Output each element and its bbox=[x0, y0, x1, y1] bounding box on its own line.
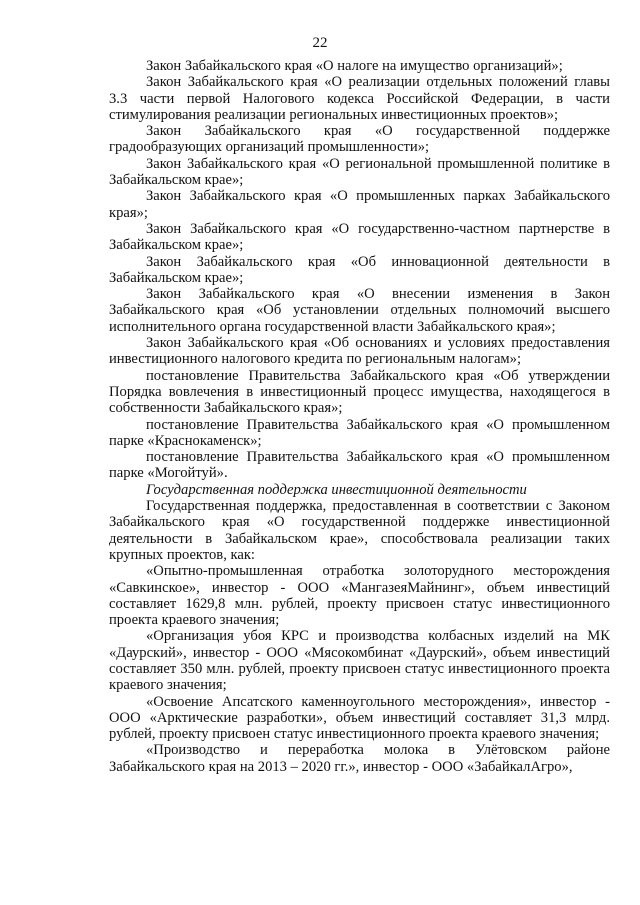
legal-act-item: постановление Правительства Забайкальского края «О промышленном парке «Могойтуй». bbox=[109, 449, 610, 482]
legal-act-item: Закон Забайкальского края «О налоге на имущество организаций»; bbox=[146, 58, 563, 74]
project-item: «Опытно-промышленная отработка золоторудного месторождения «Савкинское», инвестор - ООО «МангазеяМайнинг», объем инвестиций составляет 1629,8 млн. рублей, проекту присвоен статус инвестиционного проекта краевого значения; bbox=[109, 563, 610, 629]
legal-act-item: Закон Забайкальского края «Об инновационной деятельности в Забайкальском крае»; bbox=[109, 253, 610, 286]
legal-act-item: Закон Забайкальского края «О государственной поддержке градообразующих организаций промышленности»; bbox=[109, 123, 610, 156]
section-heading: Государственная поддержка инвестиционной деятельности bbox=[146, 481, 527, 498]
legal-act-item: Закон Забайкальского края «Об основаниях и условиях предоставления инвестиционного налогового кредита по региональным налогам»; bbox=[109, 335, 610, 368]
body-paragraph: Государственная поддержка, предоставленная в соответствии с Законом Забайкальского края «О государственной поддержке инвестиционной деятельности в Забайкальском крае», способствовала реализации таких крупных проектов, как: bbox=[109, 498, 610, 563]
project-item: «Организация убоя КРС и производства колбасных изделий на МК «Даурский», инвестор - ООО «Мясокомбинат «Даурский», объем инвестиций составляет 350 млн. рублей, проекту присвоен статус инвестиционного проекта краевого значения; bbox=[109, 628, 610, 694]
page-number: 22 bbox=[312, 35, 328, 51]
legal-act-item: Закон Забайкальского края «О промышленных парках Забайкальского края»; bbox=[109, 188, 610, 221]
legal-act-item: постановление Правительства Забайкальского края «О промышленном парке «Краснокаменск»; bbox=[109, 416, 610, 449]
project-item: «Освоение Апсатского каменноугольного месторождения», инвестор - ООО «Арктические разработки», объем инвестиций составляет 31,3 млрд. рублей, проекту присвоен статус инвестиционного проекта краевого значения; bbox=[109, 693, 610, 743]
legal-act-item: постановление Правительства Забайкальского края «Об утверждении Порядка вовлечения в инвестиционный процесс имущества, находящегося в собственности Забайкальского края»; bbox=[109, 367, 610, 417]
legal-act-item: Закон Забайкальского края «О реализации отдельных положений главы 3.3 части первой Налогового кодекса Российской Федерации, в части стимулирования реализации региональных инвестиционных проектов»; bbox=[109, 74, 610, 123]
legal-act-item: Закон Забайкальского края «О внесении изменения в Закон Забайкальского края «Об установлении отдельных полномочий высшего исполнительного органа государственной власти Забайкальского края»; bbox=[109, 286, 610, 335]
legal-act-item: Закон Забайкальского края «О региональной промышленной политике в Забайкальском крае»; bbox=[109, 155, 610, 189]
document-body bbox=[109, 58, 610, 775]
project-item: «Производство и переработка молока в Улётовском районе Забайкальского края на 2013 – 2020 гг.», инвестор - ООО «ЗабайкалАгро», bbox=[109, 742, 610, 775]
legal-act-item: Закон Забайкальского края «О государственно-частном партнерстве в Забайкальском крае»; bbox=[109, 220, 610, 254]
